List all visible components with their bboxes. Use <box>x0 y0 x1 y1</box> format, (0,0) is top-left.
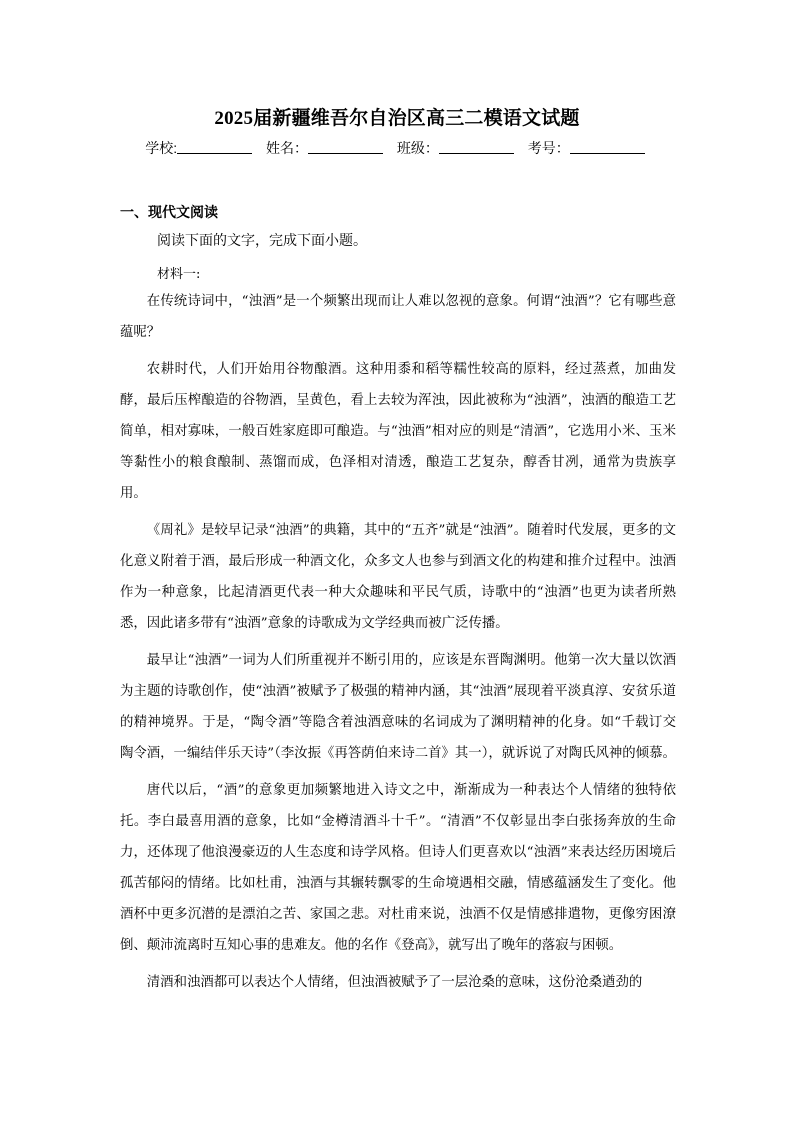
paragraph: 《周礼》是较早记录“浊酒”的典籍，其中的“五齐”就是“浊酒”。随着时代发展，更多的文化意义附着于酒，最后形成一种酒文化，众多文人也参与到酒文化的构建和推介过程中。浊酒作为一种意象，比起清酒更代表一种大众趣味和平民气质，诗歌中的“浊酒”也更为读者所熟悉，因此诸多带有“浊酒”意象的诗歌成为文学经典而被广泛传播。 <box>120 523 676 631</box>
school-label: 学校: <box>145 140 178 156</box>
paragraph: 在传统诗词中，“浊酒”是一个频繁出现而让人难以忽视的意象。何谓“浊酒”？它有哪些意蕴呢？ <box>120 294 676 340</box>
reading-instruction: 阅读下面的文字，完成下面小题。 <box>157 232 367 248</box>
page-title: 2025届新疆维吾尔自治区高三二模语文试题 <box>214 108 580 129</box>
paragraph: 最早让“浊酒”一词为人们所重视并不断引用的，应该是东晋陶渊明。他第一次大量以饮酒为主题的诗歌创作，使“浊酒”被赋予了极强的精神内涵，其“浊酒”展现着平淡真淳、安贫乐道的精神境界。于是，“陶令酒”等隐含着浊酒意味的名词成为了渊明精神的化身。如“千载订交陶令酒，一编结伴乐天诗”（李汝振《再答荫伯来诗二首》其一），就诉说了对陶氏风神的倾慕。 <box>120 653 676 761</box>
paragraph: 农耕时代，人们开始用谷物酿酒。这种用黍和稻等糯性较高的原料，经过蒸煮，加曲发酵，最后压榨酿造的谷物酒，呈黄色，看上去较为浑浊，因此被称为“浊酒”，浊酒的酿造工艺简单，相对寡味，一般百姓家庭即可酿造。与“浊酒”相对应的则是“清酒”，它选用小米、玉米等黏性小的粮食酿制、蒸馏而成，色泽相对清透，酿造工艺复杂，醇香甘冽，通常为贵族享用。 <box>120 362 676 501</box>
class-label: 班级： <box>396 140 439 156</box>
student-info-line <box>0 138 794 158</box>
paragraph: 唐代以后，“酒”的意象更加频繁地进入诗文之中，渐渐成为一种表达个人情绪的独特依托。李白最喜用酒的意象，比如“金樽清酒斗十千”。“清酒”不仅彰显出李白张扬奔放的生命力，还体现了他浪漫豪迈的人生态度和诗学风格。但诗人们更喜欢以“浊酒”来表达经历困境后孤苦郁闷的情绪。比如杜甫，浊酒与其辗转飘零的生命境遇相交融，情感蕴涵发生了变化。他酒杯中更多沉潜的是漂泊之苦、家国之悲。对杜甫来说，浊酒不仅是情感排遣物，更像穷困潦倒、颠沛流离时互知心事的患难友。他的名作《登高》，就写出了晚年的落寂与困顿。 <box>120 783 676 953</box>
passage-body <box>120 286 676 1004</box>
class-blank <box>439 141 514 154</box>
exam-number-blank <box>570 141 645 154</box>
name-label: 姓名： <box>266 140 308 156</box>
school-blank <box>177 141 252 154</box>
material-label: 材料一: <box>157 267 201 282</box>
section-heading: 一、现代文阅读 <box>120 204 218 220</box>
paragraph: 清酒和浊酒都可以表达个人情绪，但浊酒被赋予了一层沧桑的意味，这份沧桑遒劲的 <box>146 975 643 990</box>
exam-number-label: 考号： <box>527 140 570 156</box>
name-blank <box>308 141 383 154</box>
